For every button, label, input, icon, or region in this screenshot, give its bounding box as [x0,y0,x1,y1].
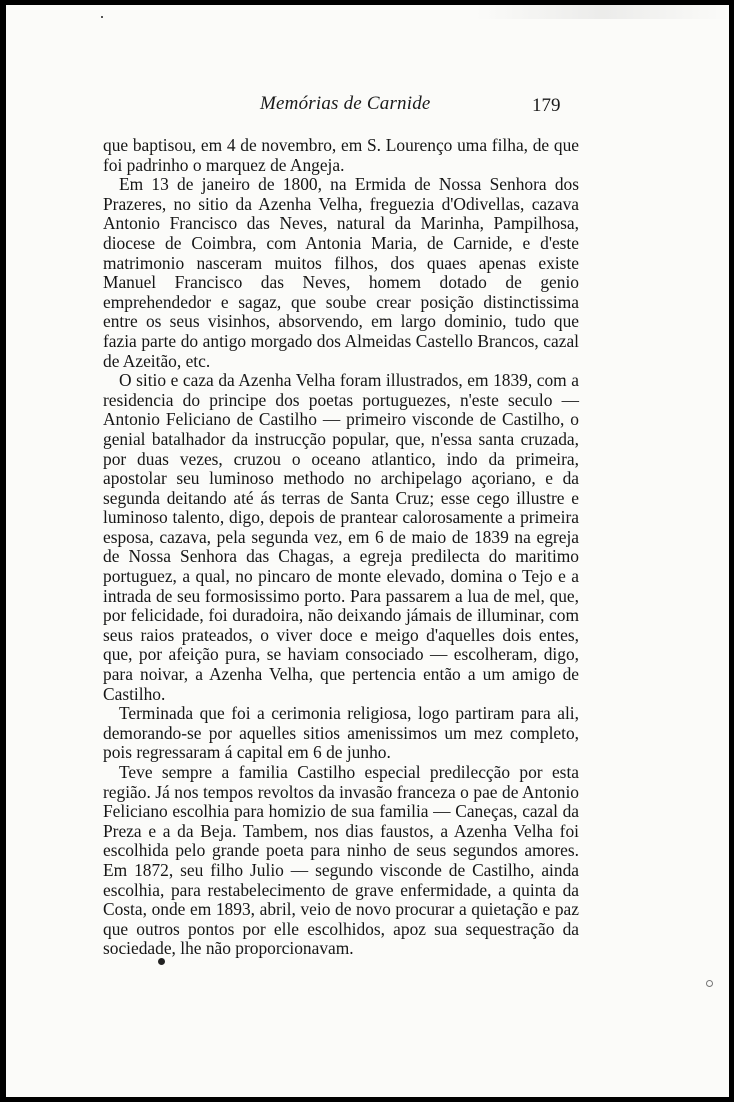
scan-smudge [476,5,729,19]
end-dot-mark [158,958,165,965]
book-page [6,5,729,1097]
scan-ring-mark [706,980,713,987]
page-header [6,93,729,123]
running-title: Memórias de Carnide [260,93,431,114]
paragraph: Em 13 de janeiro de 1800, na Ermida de Nossa Senhora dos Prazeres, no sitio da Azenha Velha, freguezia d'Odivellas, cazava Antonio Francisco das Neves, natural da Marinha, Pampilhosa, diocese de Coimbra, com Antonia Maria, de Carnide, e d'este matrimonio nasceram muitos filhos, dos quaes apenas existe Manuel Francisco das Neves, homem dotado de genio emprehendedor e sagaz, que soube crear posição distinctissima entre os seus visinhos, absorvendo, em largo dominio, tudo que fazia parte do antigo morgado dos Almeidas Castello Brancos, cazal de Azeitão, etc. [103,174,579,371]
paragraph: Terminada que foi a cerimonia religiosa, logo partiram para ali, demorando-se por aquelles sitios amenissimos um mez completo, pois regressaram á capital em 6 de junho. [103,703,579,763]
scan-speck [101,16,103,18]
paragraph: O sitio e caza da Azenha Velha foram illustrados, em 1839, com a residencia do principe dos poetas portuguezes, n'este seculo — Antonio Feliciano de Castilho — primeiro visconde de Castilho, o genial batalhador da instrucção popular, que, n'essa santa cruzada, por duas vezes, cruzou o oceano atlantico, indo da primeira, apostolar seu luminoso methodo no archipelago açoriano, e da segunda deitando até ás terras de Santa Cruz; esse cego illustre e luminoso talento, digo, depois de prantear calorosamente a primeira esposa, cazava, pela segunda vez, em 6 de maio de 1839 na egreja de Nossa Senhora das Chagas, a egreja predilecta do maritimo portuguez, a qual, no pincaro de monte elevado, domina o Tejo e a intrada de seu formosissimo porto. Para passarem a lua de mel, que, por felicidade, foi duradoira, não deixando jámais de illuminar, com seus raios prateados, o viver doce e meigo d'aquelles dois entes, que, por afeição pura, se haviam consociado — escolheram, digo, para noivar, a Azenha Velha, que pertencia então a um amigo de Castilho. [103,370,579,704]
paragraph: Teve sempre a familia Castilho especial predilecção por esta região. Já nos tempos revoltos da invasão franceza o pae de Antonio Feliciano escolhia para homizio de sua familia — Caneças, cazal da Preza e a da Beja. Tambem, nos dias faustos, a Azenha Velha foi escolhida pelo grande poeta para ninho de seus segundos amores. Em 1872, seu filho Julio — segundo visconde de Castilho, ainda escolhia, para restabelecimento de grave enfermidade, a quinta da Costa, onde em 1893, abril, veio de novo procurar a quietação e paz que outros pontos por elle escolhidos, apoz sua sequestração da sociedade, lhe não proporcionavam. [103,762,579,959]
page-number: 179 [532,95,561,116]
body-text [103,136,579,959]
paragraph-continuation: que baptisou, em 4 de novembro, em S. Lourenço uma filha, de que foi padrinho o marquez de Angeja. [103,135,579,175]
